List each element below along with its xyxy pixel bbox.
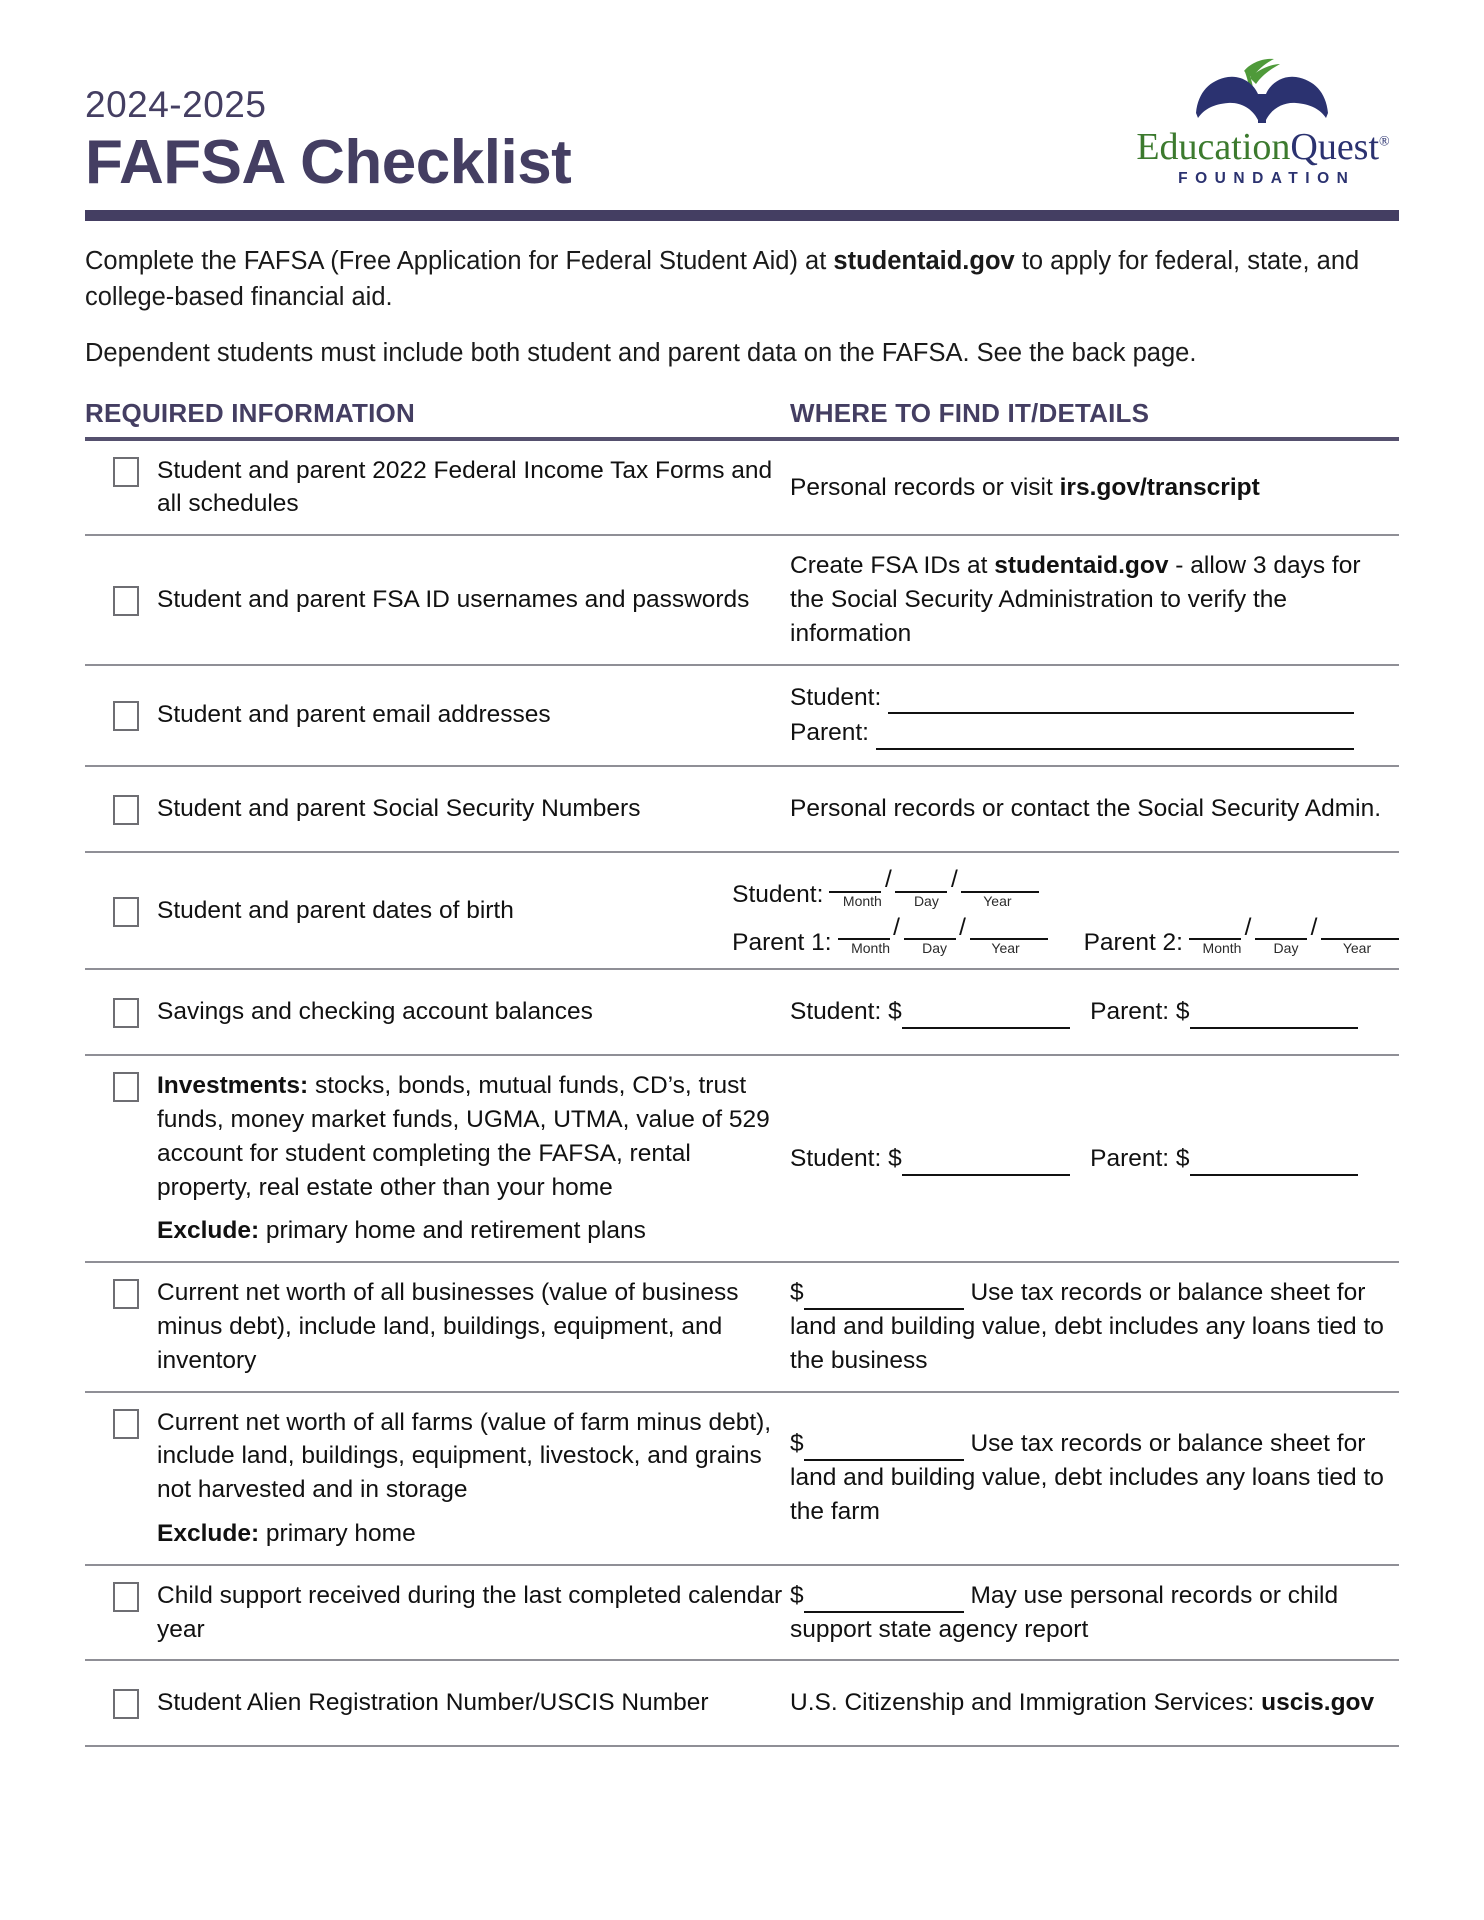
investments-bold-label: Investments: bbox=[157, 1072, 309, 1100]
row-required-cell bbox=[85, 454, 790, 522]
parent1-dob-year-input[interactable] bbox=[970, 914, 1048, 941]
table-row bbox=[85, 536, 1399, 665]
student-email-line bbox=[790, 681, 1399, 715]
title-block bbox=[85, 84, 572, 197]
student-dob-month-input[interactable] bbox=[829, 866, 881, 893]
table-column-headers bbox=[85, 398, 1399, 429]
parent-label: Parent: $ bbox=[1090, 1144, 1190, 1172]
document-year: 2024-2025 bbox=[85, 84, 267, 125]
student-investments-input[interactable] bbox=[902, 1148, 1070, 1176]
checkbox-dates-of-birth[interactable] bbox=[113, 897, 139, 927]
table-row bbox=[85, 666, 1399, 768]
row-details-cell bbox=[790, 1579, 1399, 1647]
farm-net-worth-input[interactable] bbox=[804, 1434, 964, 1462]
parent1-dob-captions bbox=[838, 941, 1048, 955]
parent-email-input[interactable] bbox=[876, 722, 1354, 750]
investments-exclude-line bbox=[157, 1214, 790, 1248]
exclude-bold-label: Exclude: bbox=[157, 1217, 260, 1245]
parent1-dob-group[interactable] bbox=[838, 914, 1048, 956]
requirement-label: Student Alien Registration Number/USCIS Number bbox=[157, 1689, 709, 1717]
investments-description bbox=[157, 1069, 790, 1204]
year-caption: Year bbox=[1342, 940, 1372, 957]
logo-foundation-text: FOUNDATION bbox=[1178, 170, 1356, 187]
studentaid-link-text: studentaid.gov bbox=[833, 247, 1015, 275]
requirement-label: Student and parent dates of birth bbox=[157, 896, 514, 924]
table-row bbox=[85, 1393, 1399, 1566]
row-details-cell bbox=[790, 1427, 1399, 1528]
student-dob-year-input[interactable] bbox=[961, 866, 1039, 893]
row-required-cell bbox=[85, 1406, 790, 1551]
parent2-dob-day-input[interactable] bbox=[1255, 914, 1307, 941]
row-details-cell bbox=[790, 1686, 1399, 1720]
student-email-input[interactable] bbox=[888, 687, 1354, 715]
document-header bbox=[85, 0, 1399, 197]
intro-1-a: Complete the FAFSA (Free Application for Federal Student Aid) at bbox=[85, 247, 834, 275]
row-details-cell bbox=[790, 471, 1399, 505]
requirement-label: Current net worth of all businesses (value of business minus debt), include land, buildings, equipment, and inventory bbox=[157, 1279, 739, 1374]
row-details-cell bbox=[790, 549, 1399, 650]
row-required-cell bbox=[85, 1579, 790, 1647]
logo-wordmark bbox=[1136, 128, 1389, 166]
year-caption: Year bbox=[991, 940, 1020, 957]
parent-email-line bbox=[790, 716, 1399, 750]
details-text-a: U.S. Citizenship and Immigration Services: bbox=[790, 1689, 1262, 1717]
requirement-label: Student and parent FSA ID usernames and passwords bbox=[157, 586, 750, 613]
student-label: Student: $ bbox=[790, 1144, 902, 1172]
row-details-cell bbox=[790, 995, 1399, 1029]
student-label: Student: bbox=[790, 683, 882, 711]
details-text: May use personal records or child support state agency report bbox=[790, 1581, 1339, 1643]
parent-label: Parent: $ bbox=[1090, 998, 1190, 1026]
page-title: FAFSA Checklist bbox=[85, 128, 572, 197]
student-dob-line bbox=[732, 866, 1399, 908]
checkbox-child-support[interactable] bbox=[113, 1582, 139, 1612]
intro-paragraph-2: Dependent students must include both student and parent data on the FAFSA. See the back page. bbox=[85, 339, 1197, 368]
student-dob-group[interactable] bbox=[829, 866, 1039, 908]
money-prefix: $ bbox=[790, 1581, 804, 1609]
month-caption: Month bbox=[1202, 940, 1242, 957]
table-row bbox=[85, 853, 1399, 970]
table-row bbox=[85, 970, 1399, 1056]
student-dob-captions bbox=[829, 894, 1039, 908]
row-required-cell bbox=[85, 995, 790, 1029]
requirement-label: Savings and checking account balances bbox=[157, 998, 593, 1026]
column-header-required-information: REQUIRED INFORMATION bbox=[85, 397, 415, 428]
student-label: Student: $ bbox=[790, 998, 902, 1026]
child-support-input[interactable] bbox=[804, 1585, 964, 1613]
requirement-label bbox=[157, 1406, 790, 1551]
checklist-table bbox=[85, 441, 1399, 1748]
table-row bbox=[85, 1263, 1399, 1392]
month-caption: Month bbox=[842, 892, 882, 909]
intro-paragraph-1 bbox=[85, 243, 1399, 315]
row-details-cell bbox=[790, 679, 1399, 753]
requirement-label bbox=[157, 1069, 790, 1248]
day-caption: Day bbox=[922, 940, 948, 957]
details-text-a: Create FSA IDs at bbox=[790, 552, 995, 580]
uscis-link-text: uscis.gov bbox=[1261, 1689, 1375, 1717]
book-sprout-icon bbox=[1188, 58, 1338, 126]
money-prefix: $ bbox=[790, 1279, 804, 1307]
intro-1-c: to apply for federal, state, and college-based financial aid. bbox=[85, 247, 1360, 312]
row-required-cell bbox=[85, 792, 790, 826]
parent-balance-input[interactable] bbox=[1190, 1001, 1358, 1029]
requirement-label: Student and parent email addresses bbox=[157, 701, 551, 729]
checkbox-business-net-worth[interactable] bbox=[113, 1279, 139, 1309]
parent2-label: Parent 2: bbox=[1083, 928, 1183, 956]
farm-exclude-line bbox=[157, 1517, 790, 1551]
checkbox-tax-forms[interactable] bbox=[113, 457, 139, 487]
day-caption: Day bbox=[913, 892, 939, 909]
table-row bbox=[85, 1566, 1399, 1662]
student-dob-fields[interactable]: / / bbox=[829, 866, 1039, 893]
investments-body: stocks, bonds, mutual funds, CD’s, trust funds, money market funds, UGMA, UTMA, value of 529 account for student completing the FAFSA, rental property, real estate other than your home bbox=[157, 1072, 770, 1201]
business-net-worth-input[interactable] bbox=[804, 1282, 964, 1310]
row-required-cell bbox=[85, 1686, 790, 1720]
parent2-dob-fields[interactable]: / / bbox=[1189, 914, 1399, 941]
parent-label: Parent: bbox=[790, 719, 869, 747]
header-divider-bar bbox=[85, 210, 1399, 221]
registered-mark: ® bbox=[1379, 134, 1390, 150]
requirement-label: Child support received during the last completed calendar year bbox=[157, 1581, 783, 1643]
checkbox-account-balances[interactable] bbox=[113, 998, 139, 1028]
details-text: Use tax records or balance sheet for land and building value, debt includes any loans tied to the farm bbox=[790, 1430, 1384, 1526]
row-details-cell bbox=[790, 1276, 1399, 1377]
parent1-dob-fields[interactable]: / / bbox=[838, 914, 1048, 941]
exclude-bold-label: Exclude: bbox=[157, 1519, 260, 1547]
day-caption: Day bbox=[1273, 940, 1299, 957]
table-row bbox=[85, 767, 1399, 853]
checkbox-fsa-id[interactable] bbox=[113, 586, 139, 616]
row-required-cell bbox=[85, 583, 790, 617]
student-dob-day-input[interactable] bbox=[895, 866, 947, 893]
row-required-cell bbox=[85, 1276, 790, 1377]
row-details-cell bbox=[790, 1142, 1399, 1176]
row-details-cell bbox=[732, 866, 1399, 955]
logo-education-text: Education bbox=[1136, 126, 1291, 168]
row-required-cell bbox=[85, 698, 790, 732]
details-text-c: - allow 3 days for the Social Security Administration to verify the information bbox=[790, 552, 1361, 647]
intro-section bbox=[85, 243, 1399, 372]
checkbox-investments[interactable] bbox=[113, 1072, 139, 1102]
money-prefix: $ bbox=[790, 1430, 804, 1458]
details-text-a: Personal records or visit bbox=[790, 473, 1060, 501]
parent1-dob-month-input[interactable] bbox=[838, 914, 890, 941]
parent2-dob-year-input[interactable] bbox=[1321, 914, 1399, 941]
checkbox-ssn[interactable] bbox=[113, 795, 139, 825]
exclude-body: primary home bbox=[259, 1519, 416, 1547]
table-row bbox=[85, 1056, 1399, 1263]
table-row bbox=[85, 1661, 1399, 1747]
parent-investments-input[interactable] bbox=[1190, 1148, 1358, 1176]
checkbox-email-addresses[interactable] bbox=[113, 701, 139, 731]
farm-description: Current net worth of all farms (value of farm minus debt), include land, buildings, equipment, livestock, and grains not harvested and in storage bbox=[157, 1408, 772, 1504]
checkbox-alien-registration[interactable] bbox=[113, 1689, 139, 1719]
logo-quest-text: Quest bbox=[1290, 126, 1380, 168]
row-required-cell bbox=[85, 1069, 790, 1248]
row-required-cell bbox=[85, 894, 732, 928]
parent2-dob-captions bbox=[1189, 941, 1399, 955]
student-label: Student: bbox=[732, 881, 824, 909]
parent-dob-line bbox=[732, 914, 1399, 956]
parent2-dob-month-input[interactable] bbox=[1189, 914, 1241, 941]
parent2-dob-group[interactable] bbox=[1189, 914, 1399, 956]
exclude-body: primary home and retirement plans bbox=[259, 1217, 646, 1245]
checkbox-farm-net-worth[interactable] bbox=[113, 1409, 139, 1439]
column-header-where-to-find-it: WHERE TO FIND IT/DETAILS bbox=[790, 397, 1150, 428]
studentaid-link-text: studentaid.gov bbox=[994, 552, 1169, 580]
parent1-label: Parent 1: bbox=[732, 928, 832, 956]
requirement-label: Student and parent Social Security Numbers bbox=[157, 795, 641, 823]
parent1-dob-day-input[interactable] bbox=[904, 914, 956, 941]
details-text: Use tax records or balance sheet for land and building value, debt includes any loans tied to the business bbox=[790, 1279, 1384, 1374]
row-details-cell: Personal records or contact the Social Security Admin. bbox=[790, 795, 1382, 823]
irs-transcript-link-text: irs.gov/transcript bbox=[1059, 473, 1260, 501]
month-caption: Month bbox=[851, 940, 891, 957]
requirement-label: Student and parent 2022 Federal Income Tax Forms and all schedules bbox=[157, 456, 773, 518]
educationquest-logo bbox=[1127, 58, 1399, 188]
table-row bbox=[85, 441, 1399, 537]
year-caption: Year bbox=[983, 892, 1012, 909]
student-balance-input[interactable] bbox=[902, 1001, 1070, 1029]
